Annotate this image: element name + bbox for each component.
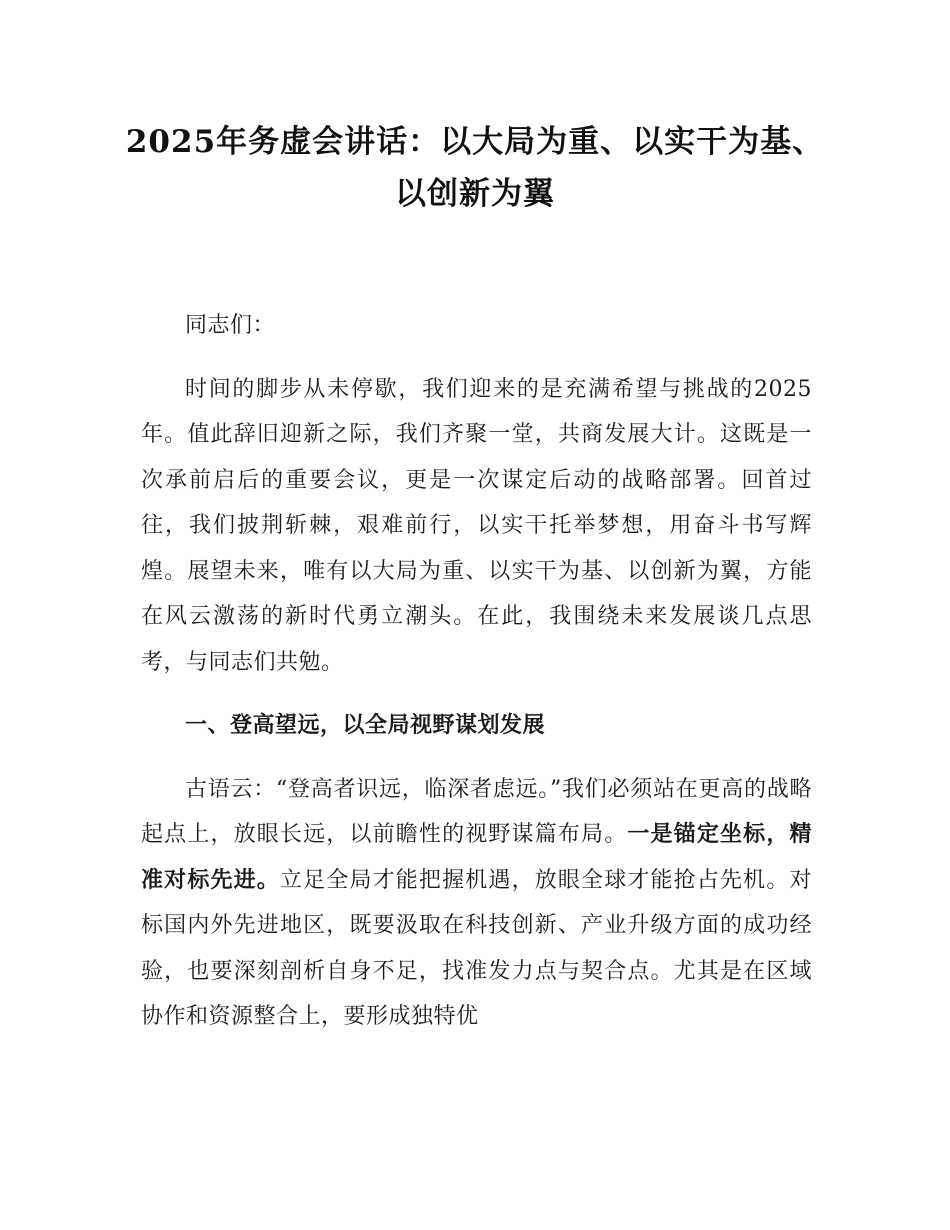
section-1-paragraph-start: 古语云：“登高者识远，临深者虑远。”我们必须站在更高的战略起点上，放眼长远，以前瞻性的视野谋篇布局。 — [141, 776, 812, 847]
section-1-paragraph — [141, 767, 812, 1040]
point-1-bold: 一是锚定坐标，精准对标先进。 — [141, 822, 812, 893]
document-body — [141, 303, 812, 1058]
section-heading-1: 一、登高望远，以全局视野谋划发展 — [185, 713, 546, 738]
document-title: 2025年务虚会讲话：以大局为重、以实干为基、以创新为翼 — [125, 124, 825, 212]
intro-paragraph: 时间的脚步从未停歇，我们迎来的是充满希望与挑战的2025年。值此辞旧迎新之际，我们齐聚一堂，共商发展大计。这既是一次承前启后的重要会议，更是一次谋定后动的战略部署。回首过往，我们披荆斩棘，艰难前行，以实干托举梦想，用奋斗书写辉煌。展望未来，唯有以大局为重、以实干为基、以创新为翼，方能在风云激荡的新时代勇立潮头。在此，我围绕未来发展谈几点思考，与同志们共勉。 — [141, 376, 812, 675]
point-1-text: 立足全局才能把握机遇，放眼全球才能抢占先机。对标国内外先进地区，既要汲取在科技创新、产业升级方面的成功经验，也要深刻剖析自身不足，找准发力点与契合点。尤其是在区域协作和资源整合上，要形成独特优 — [141, 867, 812, 1029]
salutation: 同志们： — [185, 313, 276, 338]
